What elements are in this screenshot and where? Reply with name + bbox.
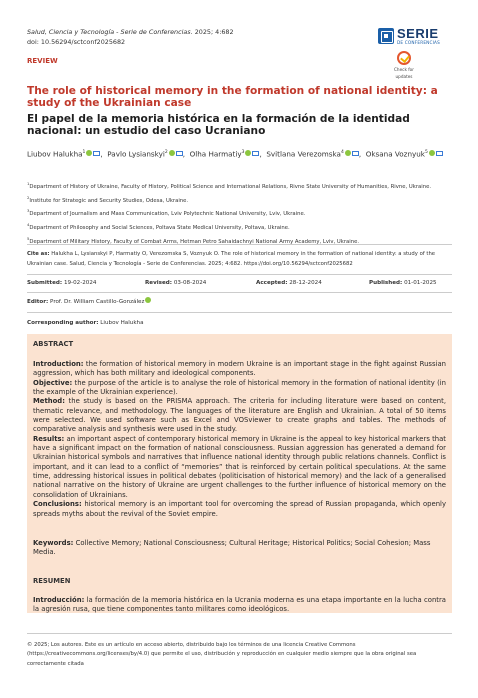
orcid-icon[interactable]	[245, 150, 251, 156]
journal-issue: 2025; 4:682	[192, 28, 234, 36]
keywords-label: Keywords:	[33, 539, 74, 547]
introduccion-text: la formación de la memoria histórica en la Ucrania moderna es una etapa importante en la lucha contra la agresión rusa, que tiene componentes tanto militares como ideológicos.	[33, 596, 446, 614]
affiliation-text: Department of Philosophy and Social Sciences, Poltava State Medical University, Poltava, Ukraine.	[29, 224, 290, 231]
keywords	[33, 539, 446, 558]
author-list: Liubov Halukha$^1$ , Pavlo Lysianskyi$^2$ , Olha Harmatiy$^3$ , Svitlana Verezomska$^4$ , Oksana Voznyuk$^5$	[27, 147, 452, 160]
affiliation-item	[27, 179, 452, 193]
submitted-date	[27, 280, 96, 286]
abstract-heading: ABSTRACT	[33, 340, 74, 348]
conclusions-text: historical memory is an important tool for overcoming the spread of Russian propaganda, which openly spreads myths about the revival of the Soviet empire.	[33, 500, 446, 518]
published-label: Published:	[369, 280, 403, 286]
serie-logo-subtext: DE CONFERENCIAS	[397, 40, 440, 45]
abstract-box	[27, 334, 452, 613]
divider	[27, 312, 452, 313]
editor-label: Editor:	[27, 299, 49, 305]
abstract-results	[33, 435, 446, 500]
abstract-method	[33, 397, 446, 434]
results-text: an important aspect of contemporary historical memory in Ukraine is the appeal to key historical markers that have a significant impact on the formation of national consciousness. Russian aggression has generated a demand for Ukrainian historical symbols and narratives that influence national identity through public relations channels. Conflict is important, and it can lead to a conflict of “memories” that is reinforced by certain political speculations. At the same time, addressing historical issues in political debates (politicisation of historical memory) and the lack of a generalised national narrative on the history of Ukraine are urgent challenges to the further influence of historical memory on the consolidation of Ukrainians.	[33, 434, 446, 499]
cite-label: Cite as:	[27, 251, 50, 257]
orcid-icon[interactable]	[429, 150, 435, 156]
author-sup: 3	[241, 150, 245, 155]
published-date	[369, 280, 437, 286]
author-name: Pavlo Lysianskyi	[107, 149, 165, 159]
doi-text[interactable]: doi: 10.56294/sctconf2025682	[27, 38, 126, 46]
affiliation-sup: 4	[27, 222, 30, 228]
article-dates	[27, 280, 452, 290]
corresponding-author	[27, 320, 144, 326]
author-name: Olha Harmatiy	[189, 149, 242, 159]
method-text: the study is based on the PRISMA approach. The criteria for including literature were based on content, thematic relevance, and methodology. The languages of the literature are English and Ukrainian. A total of 50 items were selected. We used software such as Excel and VOSviewer to create graphs and tables. The methods of comparative analysis and synthesis were used in the study.	[33, 397, 446, 434]
editor-line	[27, 297, 151, 305]
results-label: Results:	[33, 434, 65, 443]
submitted-label: Submitted:	[27, 280, 63, 286]
orcid-icon[interactable]	[345, 150, 351, 156]
introduccion-label: Introducción:	[33, 596, 85, 604]
orcid-icon[interactable]	[145, 297, 151, 303]
orcid-icon[interactable]	[169, 150, 175, 156]
affiliations	[27, 179, 452, 247]
article-type: REVIEW	[27, 57, 58, 65]
divider	[27, 633, 452, 634]
keywords-text: Collective Memory; National Consciousness; Cultural Heritage; Historical Politics; Social Cohesion; Mass Media.	[33, 539, 431, 557]
editor-name: Prof. Dr. William Castillo-González	[48, 299, 145, 305]
affiliation-sup: 2	[27, 194, 30, 200]
title-english: The role of historical memory in the formation of national identity: a study of the Ukrainian case	[27, 85, 438, 109]
email-icon[interactable]	[252, 151, 259, 156]
abstract-conclusions	[33, 500, 446, 519]
cite-text: Halukha L, Lysianskyi P, Harmatiy O, Verezomska S, Voznyuk O. The role of historical memory in the formation of national identity: a study of the Ukrainian case. Salud, Ciencia y Tecnología - Serie de Conferencias. 2025; 4:682. https://doi.org/10.56294/sctconf2025682	[27, 251, 436, 267]
revised-label: Revised:	[145, 280, 173, 286]
affiliation-text: Institute for Strategic and Security Studies, Odesa, Ukraine.	[29, 197, 189, 204]
abstract-introduction	[33, 360, 446, 379]
author-sup: 2	[164, 150, 168, 155]
revised-value: 03-08-2024	[173, 280, 207, 286]
affiliation-item	[27, 234, 452, 248]
objective-text: the purpose of the article is to analyse the role of historical memory in the formation of national identity (in the example of the Ukrainian experience).	[33, 378, 446, 397]
introduction-text: the formation of historical memory in modern Ukraine is an important stage in the fight against Russian aggression, which has both military and ideological components.	[33, 360, 446, 378]
email-icon[interactable]	[436, 151, 443, 156]
affiliation-sup: 5	[27, 235, 30, 241]
affiliation-text: Department of History of Ukraine, Faculty of History, Political Science and International Relations, Rivne State University of Humanities, Rivne, Ukraine.	[29, 183, 432, 190]
affiliation-item	[27, 206, 452, 220]
serie-logo	[378, 26, 446, 48]
divider	[27, 274, 452, 275]
author-sup: 1	[82, 150, 86, 155]
corresponding-name: Liubov Halukha	[98, 320, 144, 326]
email-icon[interactable]	[352, 151, 359, 156]
conclusions-label: Conclusions:	[33, 500, 82, 509]
submitted-value: 19-02-2024	[63, 280, 97, 286]
divider	[27, 244, 452, 245]
check-label-2: updates	[395, 74, 413, 79]
revised-date	[145, 280, 206, 286]
divider	[27, 292, 452, 293]
abstract-objective	[33, 379, 446, 398]
affiliation-sup: 3	[27, 208, 30, 214]
journal-name: Salud, Ciencia y Tecnología - Serie de Conferencias.	[27, 28, 193, 36]
affiliation-item	[27, 220, 452, 234]
published-value: 01-01-2025	[404, 280, 437, 286]
author-sup: 5	[424, 150, 428, 155]
resumen-body	[33, 596, 446, 615]
affiliation-text: Department of Military History, Faculty of Combat Arms, Hetman Petro Sahaidachnyi National Army Academy, Lviv, Ukraine.	[29, 238, 360, 245]
resumen-heading: RESUMEN	[33, 577, 71, 585]
method-label: Method:	[33, 397, 65, 406]
accepted-value: 28-12-2024	[289, 280, 322, 286]
affiliation-sup: 1	[27, 181, 30, 186]
serie-logo-icon	[378, 28, 394, 44]
citation	[27, 250, 452, 269]
affiliation-text: Department of Journalism and Mass Communication, Lviv Polytechnic National University, Lviv, Ukraine.	[29, 211, 306, 218]
check-for-updates-badge[interactable]	[389, 51, 419, 83]
email-icon[interactable]	[176, 151, 183, 156]
author-sup: 4	[340, 150, 344, 155]
corresponding-label: Corresponding author:	[27, 320, 99, 326]
affiliation-item	[27, 193, 452, 207]
check-label-1: Check for	[394, 67, 414, 72]
email-icon[interactable]	[93, 151, 100, 156]
objective-label: Objective:	[33, 378, 73, 387]
license-footer: © 2025; Los autores. Este es un artículo en acceso abierto, distribuido bajo los términos de una licencia Creative Commons (https://creativecommons.org/licenses/by/4.0) que permite el uso, distribución y reproducción en cualquier medio siempre que la obra original sea correctamente citada	[27, 642, 417, 667]
introduction-label: Introduction:	[33, 360, 84, 368]
author-name: Liubov Halukha	[27, 149, 83, 159]
check-for-updates-icon	[397, 51, 411, 65]
journal-header	[27, 27, 234, 47]
author-name: Svitlana Verezomska	[266, 149, 341, 159]
abstract-body	[33, 360, 446, 519]
accepted-label: Accepted:	[256, 280, 288, 286]
author-name: Oksana Voznyuk	[365, 149, 425, 159]
orcid-icon[interactable]	[86, 150, 92, 156]
accepted-date	[256, 280, 322, 286]
title-spanish: El papel de la memoria histórica en la formación de la identidad nacional: un estudio del caso Ucraniano	[27, 113, 410, 137]
serie-logo-text: SERIE	[397, 26, 439, 41]
